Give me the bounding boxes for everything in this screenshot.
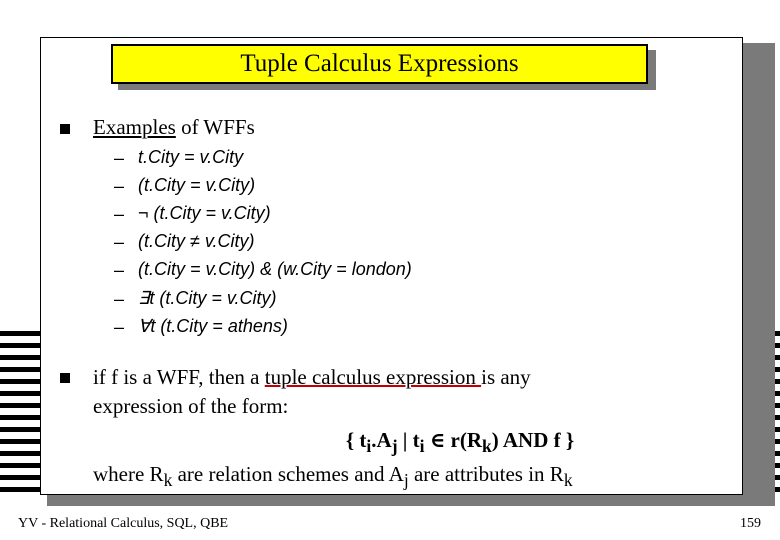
bullet-square-icon [60,124,70,134]
definition-line-4: where $R_k$ are relation schemes and $A_j$ are attributes in $R_k$ [93,462,573,491]
dash-marker: – [114,148,125,168]
example-item: (t.City ≠ v.City) [138,231,255,251]
example-item: ¬ (t.City = v.City) [138,203,271,223]
dash-marker: – [114,176,125,196]
dash-marker: – [114,204,125,224]
example-item: t.City = v.City [138,147,244,167]
definition-text: is any [481,365,531,389]
examples-link[interactable]: Examples [93,115,176,139]
bullet-examples [93,115,255,140]
left-stripe-decoration [0,331,40,497]
example-item: (t.City = v.City) [138,175,256,195]
definition-line-1 [93,365,531,390]
example-item: (t.City = v.City) & (w.City = london) [138,259,412,279]
bullet-square-icon [60,373,70,383]
example-item: ∃t (t.City = v.City) [138,288,277,308]
definition-text: if f is a WFF, then a [93,365,265,389]
dash-marker: – [114,232,125,252]
page-number: 159 [740,516,761,531]
dash-marker: – [114,317,125,337]
slide-title: Tuple Calculus Expressions [111,44,648,84]
tuple-expression: { $t_i.A_j$ | $t_i$ ∈ $r(R_k)$ AND f } [345,428,575,457]
dash-marker: – [114,289,125,309]
example-item: ∀t (t.City = athens) [138,316,288,336]
dash-marker: – [114,260,125,280]
definition-line-2: expression of the form: [93,394,289,418]
footer-course-title: YV - Relational Calculus, SQL, QBE [18,516,229,531]
tuple-calculus-link[interactable]: tuple calculus expression [264,365,482,389]
examples-suffix: of WFFs [175,115,255,139]
